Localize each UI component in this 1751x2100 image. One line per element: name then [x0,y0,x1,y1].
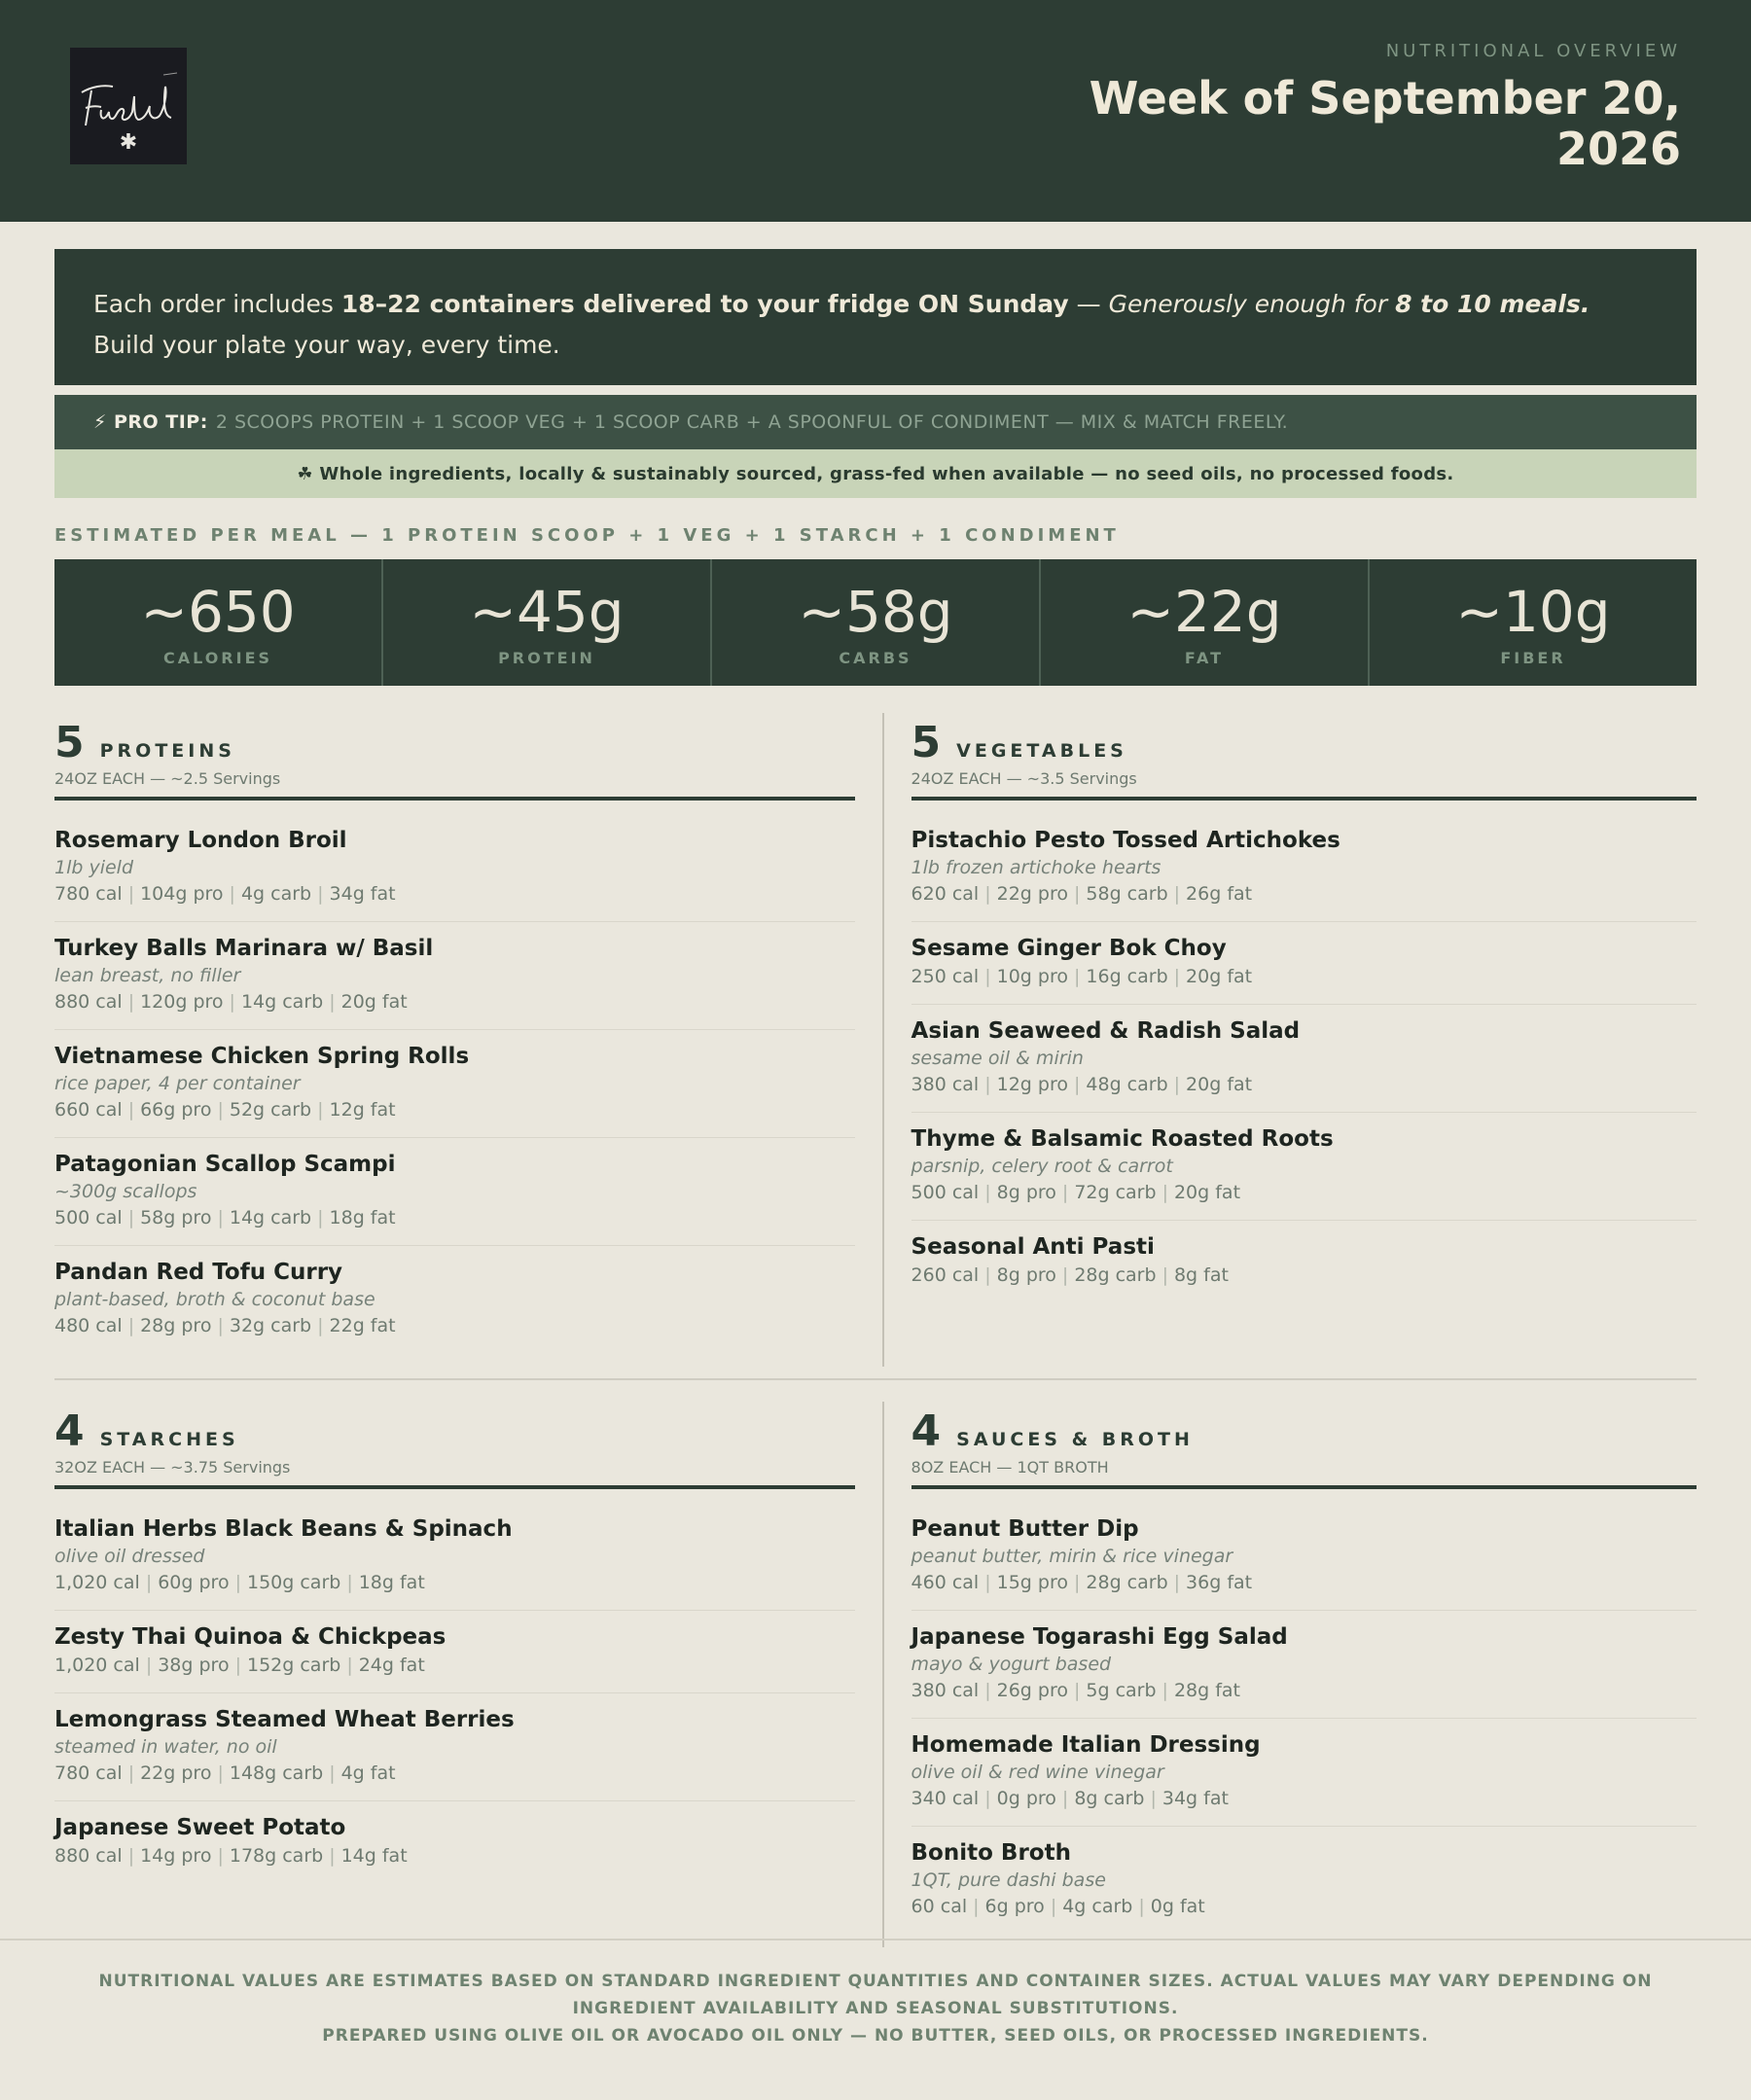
stat-cal: 780 cal [54,1762,123,1784]
item-note: olive oil & red wine vinegar [911,1762,1164,1783]
macro-fiber [1370,559,1697,686]
item-name: Turkey Balls Marinara w/ Basil [54,936,434,961]
stat-carb: 8g carb [1074,1788,1145,1809]
macro-label: PROTEIN [498,649,595,667]
stat-carb: 14g carb [229,1207,312,1228]
item-nutrition [54,1204,855,1231]
item-name: Lemongrass Steamed Wheat Berries [54,1707,515,1732]
stat-cal: 500 cal [911,1182,980,1203]
stat-fat: 20g fat [1186,966,1253,987]
stat-separator: | [329,1845,336,1867]
stat-separator: | [984,1680,991,1701]
stat-pro: 6g pro [984,1896,1045,1917]
intro-banner [54,249,1697,385]
macro-value: ~650 [140,579,296,645]
stat-separator: | [984,1572,991,1593]
stat-separator: | [1150,1788,1157,1809]
stat-cal: 1,020 cal [54,1655,140,1676]
stat-carb: 32g carb [229,1315,312,1336]
section-count: 4 [54,1406,85,1456]
item-name: Sesame Ginger Bok Choy [911,936,1227,961]
list-item [54,1693,855,1801]
stat-separator: | [217,1315,224,1336]
stat-pro: 10g pro [996,966,1068,987]
stat-cal: 660 cal [54,1099,123,1121]
stat-pro: 104g pro [140,883,224,905]
list-item [54,1503,855,1611]
stat-separator: | [145,1655,153,1676]
stat-separator: | [1173,883,1181,905]
section-header [911,1402,1697,1489]
item-nutrition [911,1071,1697,1098]
section-sauces [882,1402,1697,1947]
stat-cal: 380 cal [911,1680,980,1701]
item-name: Peanut Butter Dip [911,1516,1139,1542]
stat-separator: | [1061,1788,1069,1809]
stat-cal: 780 cal [54,883,123,905]
item-name: Italian Herbs Black Beans & Spinach [54,1516,513,1542]
stat-separator: | [973,1896,980,1917]
stat-pro: 22g pro [140,1762,212,1784]
sourcing-note: ☘ Whole ingredients, locally & sustainably sourced, grass-fed when available — no seed oils, no processed foods. [54,449,1697,498]
item-nutrition [911,880,1697,908]
section-subtitle: 8OZ EACH — 1QT BROTH [911,1458,1109,1477]
list-item [54,1030,855,1138]
stat-carb: 16g carb [1086,966,1168,987]
section-vegetables [882,713,1697,1367]
item-nutrition [911,1677,1697,1704]
stat-cal: 260 cal [911,1264,980,1286]
item-note: steamed in water, no oil [54,1736,277,1758]
macro-fat [1041,559,1370,686]
section-count: 5 [54,718,85,767]
pro-tip-text: 2 SCOOPS PROTEIN + 1 SCOOP VEG + 1 SCOOP CARB + A SPOONFUL OF CONDIMENT — MIX & MATCH FREELY. [215,411,1289,433]
stat-separator: | [1061,1182,1069,1203]
stat-separator: | [984,1788,991,1809]
fueled-logo-icon [70,48,187,164]
list-item [911,1221,1697,1302]
stat-cal: 620 cal [911,883,980,905]
section-count: 5 [911,718,942,767]
section-subtitle: 24OZ EACH — ~3.5 Servings [911,769,1137,788]
stat-separator: | [217,1099,224,1121]
brand-logo [70,48,187,164]
stat-separator: | [1073,1572,1081,1593]
item-note: 1lb yield [54,857,134,878]
item-name: Rosemary London Broil [54,828,347,853]
macro-label: FAT [1184,649,1225,667]
footer-oil-note: PREPARED USING OLIVE OIL OR AVOCADO OIL ONLY — NO BUTTER, SEED OILS, OR PROCESSED INGREDIENTS. [322,2026,1429,2046]
bottom-section-grid [54,1402,1697,1947]
item-name: Pandan Red Tofu Curry [54,1260,343,1285]
item-name: Zesty Thai Quinoa & Chickpeas [54,1624,447,1650]
stat-separator: | [317,1099,324,1121]
stat-separator: | [1161,1680,1168,1701]
list-item [54,922,855,1030]
stat-pro: 0g pro [996,1788,1056,1809]
item-note: lean breast, no filler [54,965,241,986]
list-item [54,1801,855,1883]
stat-fat: 20g fat [340,991,408,1013]
item-note: olive oil dressed [54,1546,205,1567]
stat-separator: | [145,1572,153,1593]
intro-text: Each order includes [93,290,341,318]
stat-pro: 22g pro [996,883,1068,905]
section-name: PROTEINS [99,740,235,762]
stat-separator: | [217,1762,224,1784]
stat-fat: 18g fat [329,1207,396,1228]
list-item [911,922,1697,1005]
stat-separator: | [127,1845,135,1867]
section-header [54,713,855,801]
stat-separator: | [1138,1896,1145,1917]
stat-fat: 20g fat [1173,1182,1241,1203]
stat-pro: 12g pro [996,1074,1068,1095]
stat-separator: | [1050,1896,1057,1917]
stat-separator: | [346,1655,353,1676]
stat-carb: 58g carb [1086,883,1168,905]
section-name: VEGETABLES [956,740,1127,762]
stat-pro: 58g pro [140,1207,212,1228]
item-nutrition [54,1652,855,1679]
item-name: Vietnamese Chicken Spring Rolls [54,1044,470,1069]
section-count: 4 [911,1406,942,1456]
footer-disclaimer: NUTRITIONAL VALUES ARE ESTIMATES BASED ON STANDARD INGREDIENT QUANTITIES AND CONTAINER SIZES. ACTUAL VALUES MAY VARY DEPENDING ON INGREDIENT AVAILABILITY AND SEASONAL SUBSTITUTIONS. [98,1972,1653,2018]
stat-carb: 150g carb [246,1572,341,1593]
intro-line2: Build your plate your way, every time. [93,331,560,359]
item-nutrition [54,1312,855,1339]
macro-protein [383,559,712,686]
item-note: 1lb frozen artichoke hearts [911,857,1161,878]
stat-carb: 72g carb [1074,1182,1157,1203]
item-nutrition [911,1179,1697,1206]
per-meal-label: ESTIMATED PER MEAL — 1 PROTEIN SCOOP + 1 VEG + 1 STARCH + 1 CONDIMENT [54,525,1120,546]
item-nutrition [911,963,1697,990]
item-nutrition [54,1842,855,1869]
stat-pro: 60g pro [158,1572,230,1593]
stat-separator: | [984,1182,991,1203]
stat-fat: 8g fat [1173,1264,1229,1286]
list-item [911,1611,1697,1719]
item-name: Japanese Sweet Potato [54,1815,346,1840]
svg-text:✱: ✱ [119,130,138,155]
header-eyebrow: NUTRITIONAL OVERVIEW [1385,41,1681,61]
stat-separator: | [1073,883,1081,905]
section-subtitle: 24OZ EACH — ~2.5 Servings [54,769,281,788]
list-item [911,1827,1697,1934]
item-name: Asian Seaweed & Radish Salad [911,1018,1301,1044]
section-name: STARCHES [99,1429,239,1450]
stat-separator: | [127,883,135,905]
stat-separator: | [127,1207,135,1228]
section-proteins [54,713,882,1367]
pro-tip-bar [54,395,1697,449]
stat-separator: | [1161,1264,1168,1286]
stat-separator: | [1173,1572,1181,1593]
macro-value: ~58g [798,579,953,645]
stat-separator: | [127,1099,135,1121]
stat-fat: 20g fat [1186,1074,1253,1095]
item-name: Patagonian Scallop Scampi [54,1152,396,1177]
pro-tip-label: ⚡ PRO TIP: [93,411,208,433]
stat-fat: 14g fat [340,1845,408,1867]
intro-italic: Generously enough for [1108,290,1396,318]
stat-separator: | [234,1572,241,1593]
item-note: rice paper, 4 per container [54,1073,301,1094]
item-note: 1QT, pure dashi base [911,1869,1106,1891]
macro-value: ~45g [469,579,625,645]
stat-fat: 0g fat [1150,1896,1205,1917]
stat-separator: | [229,991,235,1013]
item-nutrition [911,1893,1697,1920]
page-title: Week of September 20, 2026 [1089,72,1681,175]
item-nutrition [911,1569,1697,1596]
stat-separator: | [1173,1074,1181,1095]
stat-carb: 4g carb [1062,1896,1133,1917]
item-list [54,1489,855,1883]
stat-fat: 34g fat [1161,1788,1229,1809]
stat-separator: | [329,991,336,1013]
stat-cal: 480 cal [54,1315,123,1336]
stat-fat: 34g fat [329,883,396,905]
stat-carb: 5g carb [1086,1680,1157,1701]
stat-separator: | [346,1572,353,1593]
item-note: mayo & yogurt based [911,1654,1112,1675]
stat-separator: | [317,883,324,905]
stat-separator: | [217,1207,224,1228]
item-nutrition [911,1262,1697,1289]
stat-fat: 36g fat [1186,1572,1253,1593]
top-section-grid [54,713,1697,1367]
stat-pro: 28g pro [140,1315,212,1336]
section-starches [54,1402,882,1947]
stat-cal: 880 cal [54,991,123,1013]
macro-summary [54,559,1697,686]
item-nutrition [54,1096,855,1123]
stat-fat: 24g fat [358,1655,425,1676]
stat-cal: 1,020 cal [54,1572,140,1593]
list-item [911,1113,1697,1221]
item-list [911,1489,1697,1934]
stat-carb: 28g carb [1086,1572,1168,1593]
stat-fat: 26g fat [1186,883,1253,905]
item-note: plant-based, broth & coconut base [54,1289,375,1310]
item-list [911,801,1697,1302]
item-nutrition [54,1569,855,1596]
item-note: parsnip, celery root & carrot [911,1156,1173,1177]
section-name: SAUCES & BROTH [956,1429,1194,1450]
macro-label: FIBER [1500,649,1566,667]
stat-cal: 60 cal [911,1896,968,1917]
item-name: Bonito Broth [911,1840,1071,1866]
stat-separator: | [1073,966,1081,987]
stat-separator: | [234,1655,241,1676]
item-name: Homemade Italian Dressing [911,1732,1261,1758]
intro-bold: 18–22 containers delivered to your fridge ON Sunday [340,290,1069,318]
stat-pro: 8g pro [996,1182,1056,1203]
list-item [911,814,1697,922]
stat-cal: 500 cal [54,1207,123,1228]
item-note: peanut butter, mirin & rice vinegar [911,1546,1233,1567]
stat-separator: | [1161,1182,1168,1203]
stat-separator: | [1073,1074,1081,1095]
stat-carb: 148g carb [229,1762,324,1784]
list-item [54,1138,855,1246]
stat-separator: | [984,966,991,987]
stat-separator: | [329,1762,336,1784]
stat-separator: | [127,1762,135,1784]
stat-separator: | [317,1207,324,1228]
page-header [0,0,1751,222]
list-item [911,1503,1697,1611]
item-name: Japanese Togarashi Egg Salad [911,1624,1288,1650]
stat-separator: | [984,883,991,905]
stat-fat: 12g fat [329,1099,396,1121]
stat-pro: 38g pro [158,1655,230,1676]
stat-carb: 14g carb [240,991,324,1013]
stat-fat: 28g fat [1173,1680,1241,1701]
section-header [54,1402,855,1489]
section-subtitle: 32OZ EACH — ~3.75 Servings [54,1458,291,1477]
stat-separator: | [217,1845,224,1867]
item-name: Pistachio Pesto Tossed Artichokes [911,828,1340,853]
stat-pro: 8g pro [996,1264,1056,1286]
stat-pro: 26g pro [996,1680,1068,1701]
item-nutrition [54,1760,855,1787]
stat-carb: 48g carb [1086,1074,1168,1095]
item-nutrition [54,988,855,1015]
item-nutrition [911,1785,1697,1812]
stat-carb: 4g carb [240,883,312,905]
stat-pro: 66g pro [140,1099,212,1121]
macro-calories [54,559,383,686]
item-note: sesame oil & mirin [911,1048,1084,1069]
stat-separator: | [1061,1264,1069,1286]
item-name: Thyme & Balsamic Roasted Roots [911,1126,1334,1152]
stat-carb: 178g carb [229,1845,324,1867]
macro-label: CALORIES [162,649,273,667]
stat-separator: | [229,883,235,905]
stat-carb: 152g carb [246,1655,341,1676]
section-header [911,713,1697,801]
stat-cal: 380 cal [911,1074,980,1095]
macro-carbs [712,559,1041,686]
intro-dash: — [1068,290,1109,318]
item-nutrition [54,880,855,908]
item-note: ~300g scallops [54,1181,197,1202]
stat-pro: 120g pro [140,991,224,1013]
list-item [54,814,855,922]
stat-carb: 52g carb [229,1099,312,1121]
macro-value: ~22g [1126,579,1282,645]
list-item [911,1719,1697,1827]
section-divider [54,1378,1697,1380]
macro-value: ~10g [1455,579,1611,645]
macro-label: CARBS [839,649,912,667]
intro-meals: 8 to 10 meals. [1395,290,1590,318]
list-item [54,1246,855,1353]
list-item [911,1005,1697,1113]
stat-cal: 340 cal [911,1788,980,1809]
stat-cal: 460 cal [911,1572,980,1593]
stat-cal: 250 cal [911,966,980,987]
stat-fat: 18g fat [358,1572,425,1593]
stat-separator: | [984,1264,991,1286]
item-list [54,801,855,1353]
stat-pro: 15g pro [996,1572,1068,1593]
stat-separator: | [984,1074,991,1095]
stat-separator: | [317,1315,324,1336]
stat-separator: | [1073,1680,1081,1701]
stat-pro: 14g pro [140,1845,212,1867]
stat-separator: | [127,991,135,1013]
stat-cal: 880 cal [54,1845,123,1867]
stat-fat: 4g fat [340,1762,396,1784]
page-footer [0,1939,1751,2049]
stat-separator: | [1173,966,1181,987]
item-name: Seasonal Anti Pasti [911,1234,1155,1260]
stat-carb: 28g carb [1074,1264,1157,1286]
stat-fat: 22g fat [329,1315,396,1336]
list-item [54,1611,855,1693]
stat-separator: | [127,1315,135,1336]
